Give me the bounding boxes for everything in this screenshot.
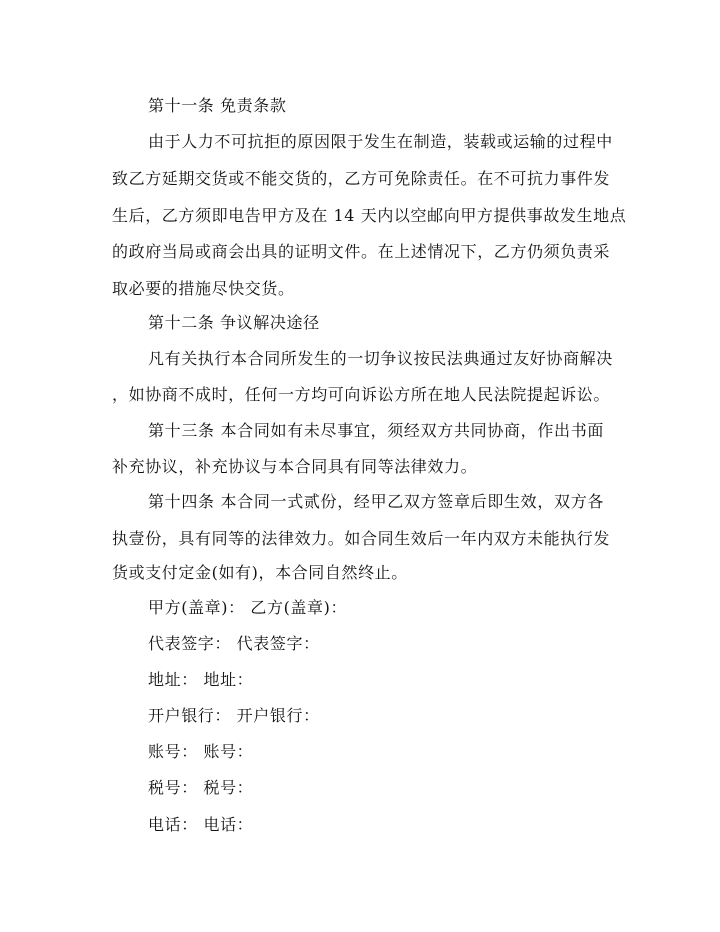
- article-14-line-2: 执壹份，具有同等的法律效力。如合同生效后一年内双方未能执行发: [112, 529, 611, 548]
- signature-party-seal: 甲方(盖章)： 乙方(盖章)：: [148, 598, 348, 617]
- article-13-line-1: 第十三条 本合同如有未尽事宜，须经双方共同协商，作出书面: [148, 421, 604, 440]
- article-11-line-3: 生后，乙方须即电告甲方及在 14 天内以空邮向甲方提供事故发生地点: [112, 206, 627, 225]
- article-13-line-2: 补充协议，补充协议与本合同具有同等法律效力。: [112, 457, 478, 476]
- article-11-line-5: 取必要的措施尽快交货。: [112, 279, 295, 298]
- signature-representative: 代表签字： 代表签字：: [148, 634, 320, 653]
- article-11-line-1: 由于人力不可抗拒的原因限于发生在制造，装载或运输的过程中: [148, 132, 613, 151]
- article-14-line-1: 第十四条 本合同一式贰份，经甲乙双方签章后即生效，双方各: [148, 492, 604, 511]
- signature-tax-id: 税号： 税号：: [148, 778, 254, 797]
- signature-address: 地址： 地址：: [148, 670, 254, 689]
- article-12-line-1: 凡有关执行本合同所发生的一切争议按民法典通过友好协商解决: [148, 349, 613, 368]
- article-14-line-3: 货或支付定金(如有)，本合同自然终止。: [112, 563, 408, 582]
- article-11-line-2: 致乙方延期交货或不能交货的，乙方可免除责任。在不可抗力事件发: [112, 169, 611, 188]
- signature-bank: 开户银行： 开户银行：: [148, 706, 320, 725]
- signature-phone: 电话： 电话：: [148, 815, 254, 834]
- article-12-heading: 第十二条 争议解决途径: [148, 313, 320, 332]
- article-11-line-4: 的政府当局或商会出具的证明文件。在上述情况下，乙方仍须负责采: [112, 242, 611, 261]
- signature-account: 账号： 账号：: [148, 742, 254, 761]
- article-12-line-2: ，如协商不成时，任何一方均可向诉讼方所在地人民法院提起诉讼。: [112, 385, 611, 404]
- article-11-heading: 第十一条 免责条款: [148, 96, 287, 115]
